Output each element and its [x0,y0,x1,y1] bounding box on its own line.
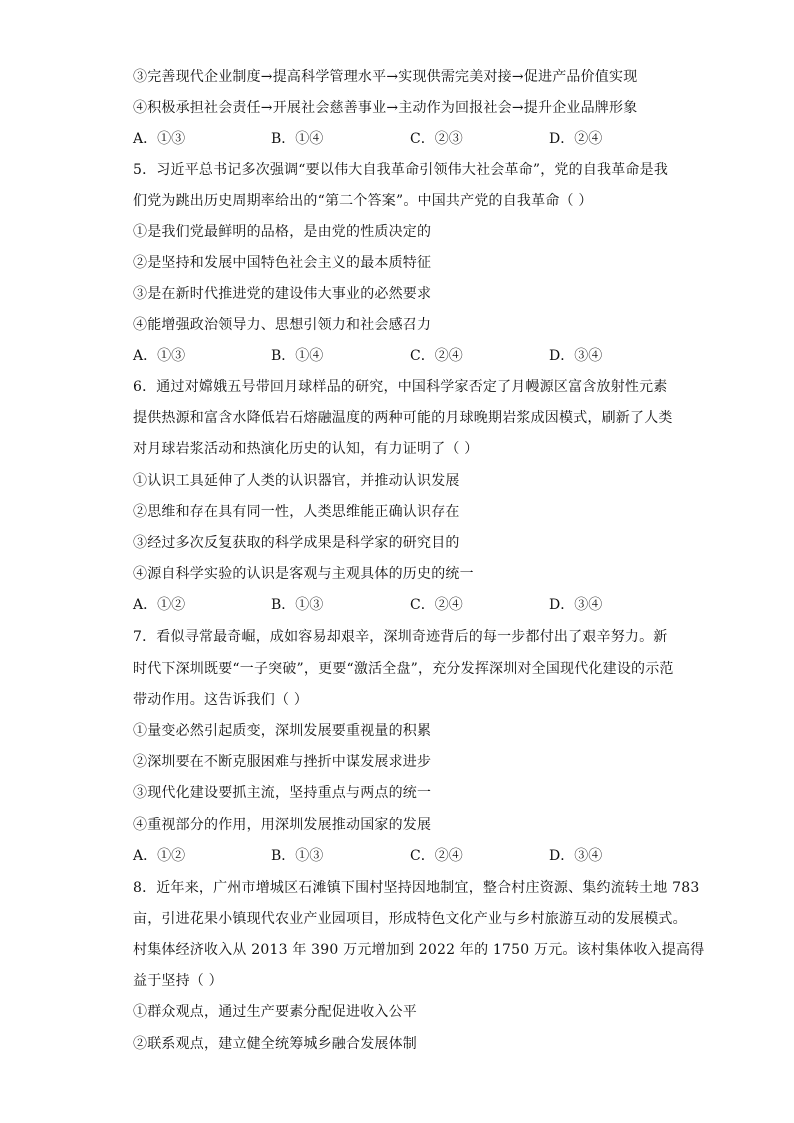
choice-b: B．①③ [271,848,324,864]
question-6-statement-3: ③经过多次反复获取的科学成果是科学家的研究目的 [133,535,460,551]
choice-b: B．①④ [271,348,324,364]
question-6-stem-line-3: 对月球岩浆活动和热演化历史的认知，有力证明了（ ） [133,441,479,457]
question-8-stem-line-2: 亩，引进花果小镇现代农业产业园项目，形成特色文化产业与乡村旅游互动的发展模式。 [133,911,687,927]
question-8-statement-1: ①群众观点，通过生产要素分配促进收入公平 [133,1004,417,1020]
choice-c: C．②④ [410,348,463,364]
question-8-statement-2: ②联系观点，建立健全统筹城乡融合发展体制 [133,1036,417,1052]
question-7-stem-line-1: 7．看似寻常最奇崛，成如容易却艰辛，深圳奇迹背后的每一步都付出了艰辛努力。新 [133,629,668,645]
choice-d: D．③④ [549,348,603,364]
choice-d: D．③④ [549,597,603,613]
choice-d: D．③④ [549,848,603,864]
question-7-statement-2: ②深圳要在不断克服困难与挫折中谋发展求进步 [133,754,432,770]
answer-choices-q5 [133,346,663,366]
choice-c: C．②④ [410,597,463,613]
choice-a: A．①② [133,848,186,864]
question-8-stem-line-4: 益于坚持（ ） [133,973,223,989]
question-6-statement-1: ①认识工具延伸了人类的认识器官，并推动认识发展 [133,473,460,489]
question-8-stem-line-1: 8．近年来，广州市增城区石滩镇下围村坚持因地制宜，整合村庄资源、集约流转土地 783 [133,880,700,896]
question-7-statement-4: ④重视部分的作用，用深圳发展推动国家的发展 [133,817,432,833]
question-5-statement-2: ②是坚持和发展中国特色社会主义的最本质特征 [133,255,432,271]
question-7-statement-3: ③现代化建设要抓主流，坚持重点与两点的统一 [133,785,432,801]
choice-c: C．②③ [410,131,463,147]
choice-b: B．①③ [271,597,324,613]
question-5-statement-1: ①是我们党最鲜明的品格，是由党的性质决定的 [133,224,432,240]
choice-b: B．①④ [271,131,324,147]
choice-a: A．①② [133,597,186,613]
answer-choices-q7 [133,846,663,866]
question-6-stem-line-2: 提供热源和富含水降低岩石熔融温度的两种可能的月球晚期岩浆成因模式，刷新了人类 [133,410,673,426]
question-5-statement-4: ④能增强政治领导力、思想引领力和社会感召力 [133,317,432,333]
question-7-statement-1: ①量变必然引起质变，深圳发展要重视量的积累 [133,723,432,739]
option-line-3: ③完善现代企业制度→提高科学管理水平→实现供需完美对接→促进产品价值实现 [133,69,638,85]
question-7-stem-line-3: 带动作用。这告诉我们（ ） [133,692,309,708]
question-5-stem-line-2: 们党为跳出历史周期率给出的“第二个答案”。中国共产党的自我革命（ ） [133,193,593,209]
option-line-4: ④积极承担社会责任→开展社会慈善事业→主动作为回报社会→提升企业品牌形象 [133,100,638,116]
answer-choices-q4 [133,129,663,149]
question-7-stem-line-2: 时代下深圳既要“一子突破”，更要“激活全盘”，充分发挥深圳对全国现代化建设的示范 [133,661,674,677]
choice-d: D．②④ [549,131,603,147]
question-8-stem-line-3: 村集体经济收入从 2013 年 390 万元增加到 2022 年的 1750 万元。该村集体收入提高得 [133,942,705,958]
question-6-stem-line-1: 6．通过对嫦娥五号带回月球样品的研究，中国科学家否定了月幔源区富含放射性元素 [133,379,668,395]
choice-c: C．②④ [410,848,463,864]
question-5-statement-3: ③是在新时代推进党的建设伟大事业的必然要求 [133,286,432,302]
question-6-statement-2: ②思维和存在具有同一性，人类思维能正确认识存在 [133,504,460,520]
choice-a: A．①③ [133,348,186,364]
answer-choices-q6 [133,595,663,615]
question-6-statement-4: ④源自科学实验的认识是客观与主观具体的历史的统一 [133,566,474,582]
question-5-stem-line-1: 5．习近平总书记多次强调“要以伟大自我革命引领伟大社会革命”，党的自我革命是我 [133,162,669,178]
choice-a: A．①③ [133,131,186,147]
